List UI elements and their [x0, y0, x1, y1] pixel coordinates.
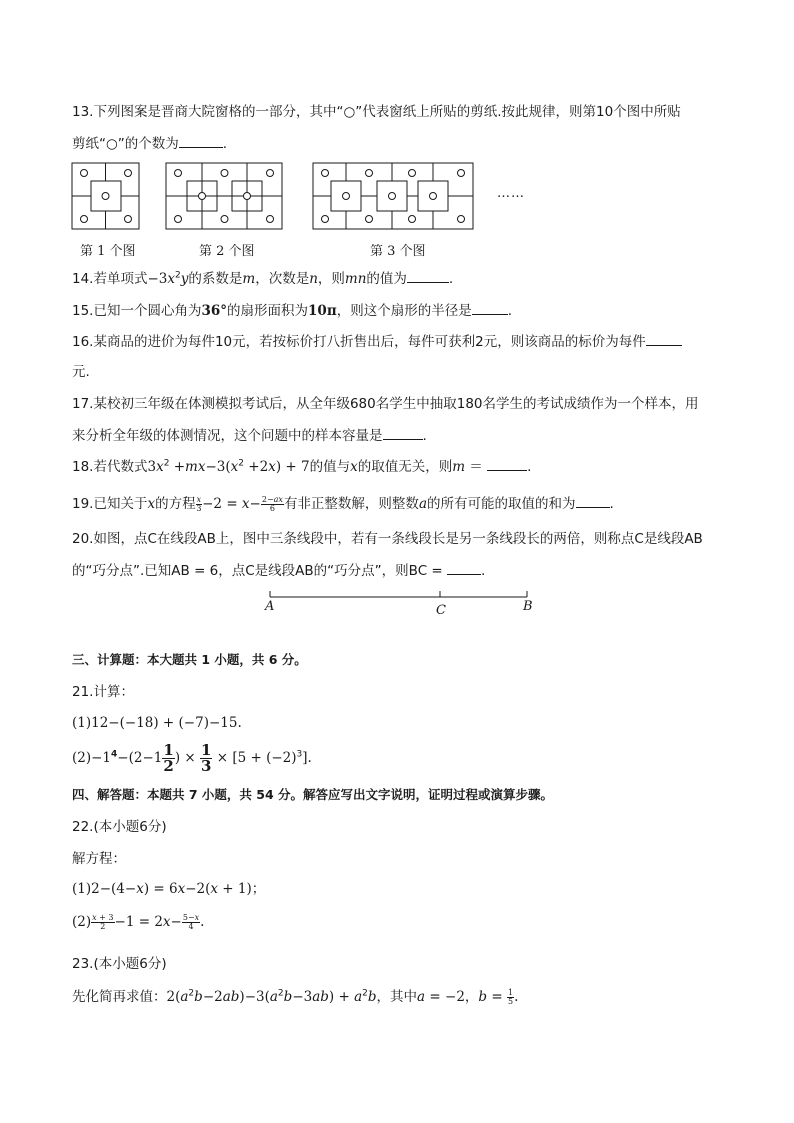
answer-blank: [407, 268, 449, 283]
q22-part2: (2) $\frac{x + 3}{2}$ −1 = 2x− $\frac{5-x}{4}$ .: [72, 912, 205, 931]
q16-line2: 元.: [72, 364, 90, 380]
answer-blank: [487, 456, 527, 471]
answer-blank: [447, 560, 481, 575]
answer-blank: [576, 493, 610, 508]
caption-figure-1: 第 1 个图: [80, 244, 136, 259]
point-label-b: B: [523, 599, 533, 614]
pattern-figure-2: [166, 163, 282, 229]
q22-intro: 解方程：: [72, 851, 126, 867]
q17-line1: 17.某校初三年级在体测模拟考试后，从全年级680名学生中抽取180名学生的考试成绩作为一个样本，用: [72, 396, 699, 412]
segment-figure: [270, 591, 527, 597]
q14: 14.若单项式$-3x^2y$的系数是m，次数是n，则mn的值为 .: [72, 268, 453, 289]
section-4-heading: 四、解答题：本题共 7 小题，共 54 分。解答应写出文字说明，证明过程或演算步骤。: [72, 787, 554, 802]
q22-part1: (1)2−(4−x) = 6x−2(x + 1)；: [72, 881, 266, 897]
q22-title: 22.(本小题6分): [72, 819, 167, 835]
pattern-figure-3: [313, 163, 473, 229]
caption-figure-2: 第 2 个图: [199, 244, 255, 259]
answer-blank: [646, 331, 682, 346]
section-3-heading: 三、计算题：本大题共 1 小题，共 6 分。: [72, 652, 307, 667]
q18: 18.若代数式$3x^2 +mx-3(x^2 +2x) + 7$的值与x的取值无关，则m ＝ .: [72, 456, 531, 477]
q21-title: 21.计算：: [72, 684, 134, 700]
q23-problem: 先化简再求值：$2(a^2b-2ab)-3(a^2b-3ab) + a^2b$，其中a = −2，b = $\frac{1}{5}$ .: [72, 987, 519, 1006]
q19: 19.已知关于x的方程 $\frac{x}{3}$ −2 = x− $\frac{2-ax}{6}$ 有非正整数解，则整数a的所有可能的取值的和为 .: [72, 494, 614, 513]
q13-text: 剪纸“○”的个数为: [72, 136, 179, 152]
answer-blank: [472, 300, 508, 315]
ellipsis: ……: [497, 186, 525, 201]
point-label-a: A: [265, 599, 275, 614]
q20-line2: 的“巧分点”.已知AB = 6，点C是线段AB的“巧分点”，则BC = .: [72, 560, 485, 581]
pattern-figure-1: [72, 163, 139, 229]
q16-line1: 16.某商品的进价为每件10元，若按标价打八折售出后，每件可获利2元，则该商品的标价为每件: [72, 331, 682, 352]
q23-title: 23.(本小题6分): [72, 956, 167, 972]
q13-line1: 13.下列图案是晋商大院窗格的一部分，其中“○”代表窗纸上所贴的剪纸.按此规律，则第10个图中所贴: [72, 104, 681, 120]
q21-part2: $(2)-1^4-(2-1$ $\frac{1}{2}$ ) × $\frac{1}{3}$ × $[5 + (-2)^3]$.: [72, 740, 312, 775]
answer-blank: [383, 425, 423, 440]
q13-line2: 剪纸“○”的个数为 .: [72, 133, 227, 154]
q20-line1: 20.如图，点C在线段AB上，图中三条线段中，若有一条线段长是另一条线段长的两倍，则称点C是线段AB: [72, 531, 703, 547]
q15: 15.已知一个圆心角为36°的扇形面积为10π，则这个扇形的半径是 .: [72, 300, 512, 321]
caption-figure-3: 第 3 个图: [370, 244, 426, 259]
q17-line2: 来分析全年级的体测情况，这个问题中的样本容量是 .: [72, 425, 427, 446]
point-label-c: C: [436, 603, 446, 618]
q21-part1: (1)12−(−18) + (−7)−15.: [72, 715, 242, 731]
